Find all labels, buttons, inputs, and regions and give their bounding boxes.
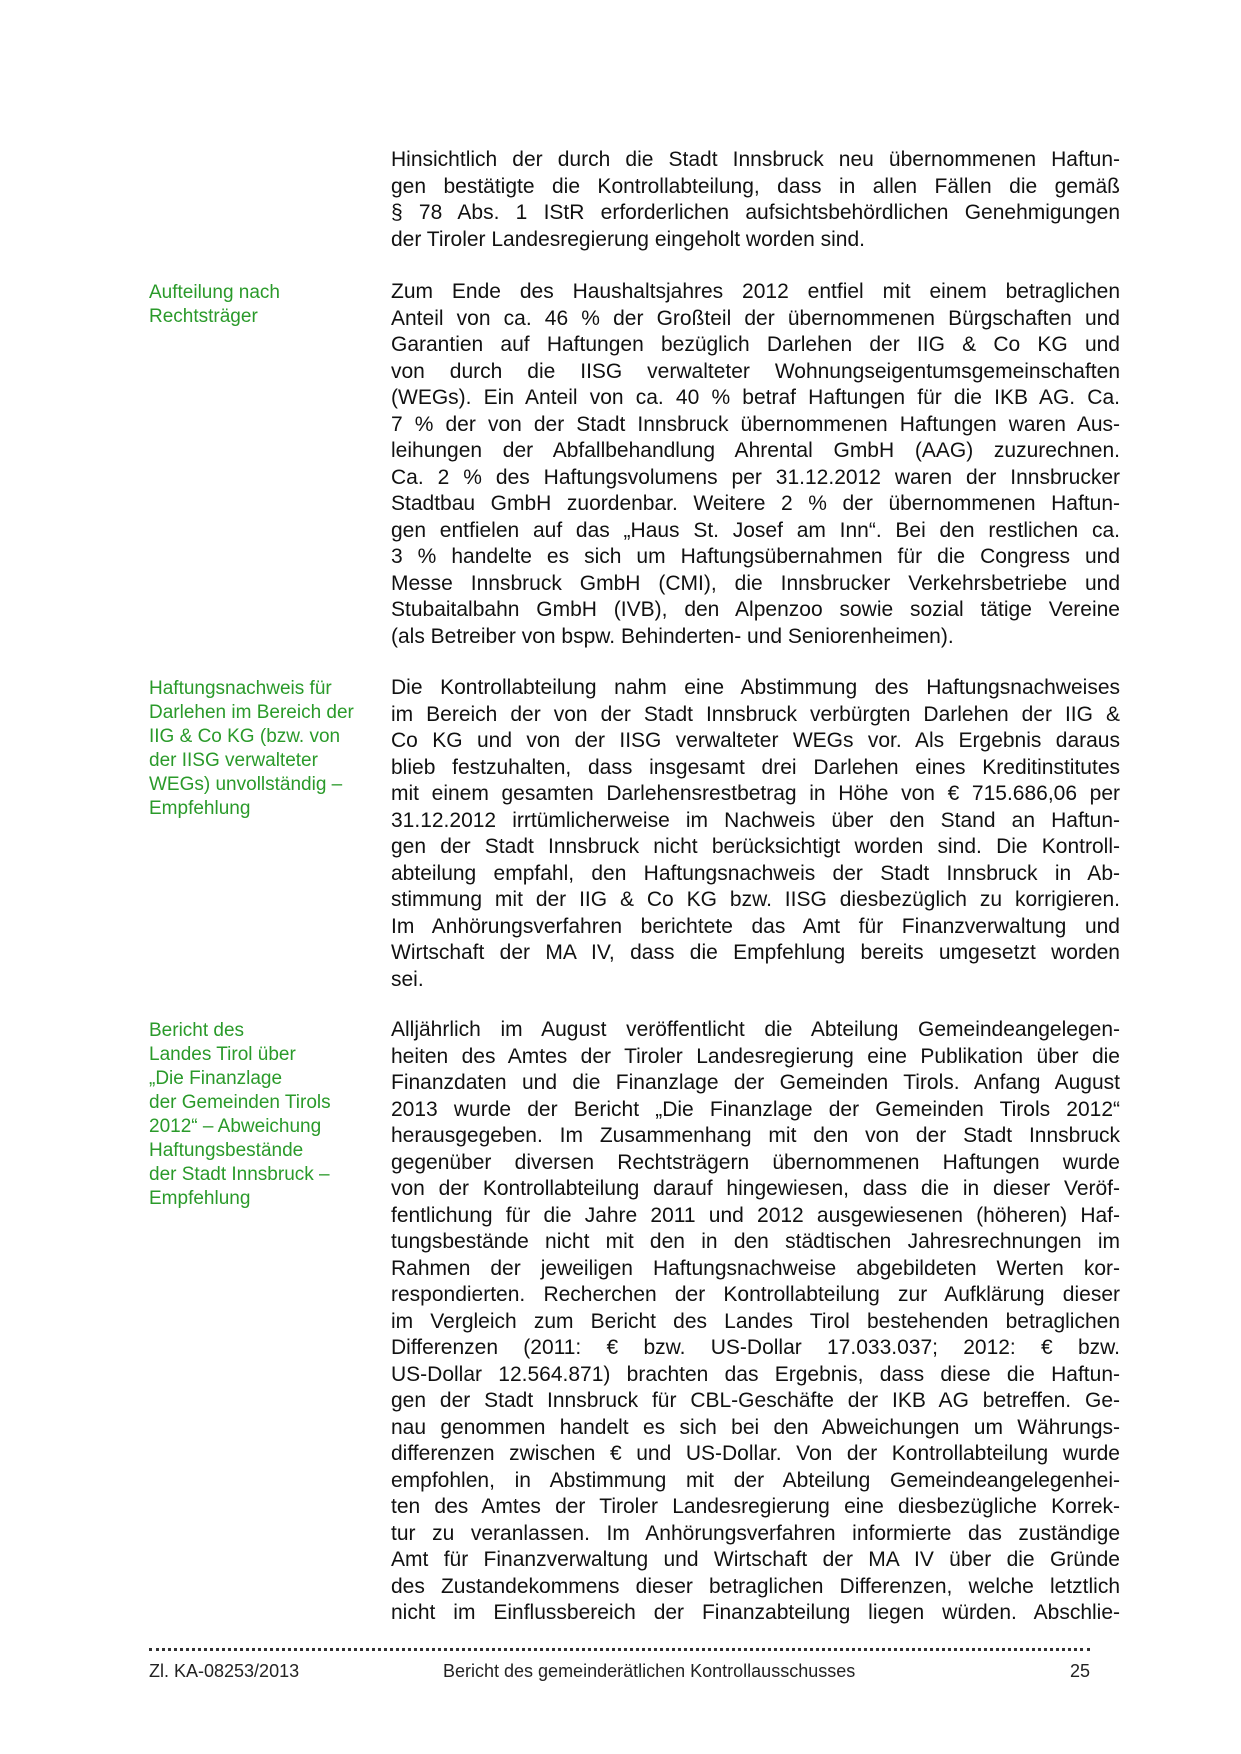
text-line: gen der Stadt Innsbruck für CBL-Geschäfte der IKB AG betreffen. Ge-: [391, 1389, 1120, 1412]
text-line: Wirtschaft der MA IV, dass die Empfehlung bereits umgesetzt worden: [391, 941, 1120, 964]
footer-reference: Zl. KA-08253/2013: [149, 1661, 300, 1681]
text-line: herausgegeben. Im Zusammenhang mit den von der Stadt Innsbruck: [391, 1124, 1120, 1147]
margin-note-line: Aufteilung nach: [149, 282, 280, 303]
text-line: Die Kontrollabteilung nahm eine Abstimmung des Haftungsnachweises: [391, 676, 1120, 699]
text-line: Amt für Finanzverwaltung und Wirtschaft der MA IV über die Gründe: [391, 1548, 1120, 1571]
text-line: Stubaitalbahn GmbH (IVB), den Alpenzoo sowie sozial tätige Vereine: [391, 598, 1120, 621]
margin-note-line: IIG & Co KG (bzw. von: [149, 726, 341, 747]
text-line: von der Kontrollabteilung darauf hingewiesen, dass die in dieser Veröf-: [391, 1177, 1120, 1200]
text-line: Alljährlich im August veröffentlicht die Abteilung Gemeindeangelegen-: [391, 1018, 1120, 1041]
margin-note: [149, 1019, 389, 1211]
margin-note-line: der IISG verwalteter: [149, 750, 318, 771]
text-line: abteilung empfahl, den Haftungsnachweis der Stadt Innsbruck in Ab-: [391, 861, 1120, 885]
body-paragraph: [391, 147, 1120, 253]
margin-note-line: „Die Finanzlage: [149, 1068, 283, 1089]
text-line: Hinsichtlich der durch die Stadt Innsbruck neu übernommenen Haftun-: [391, 148, 1120, 171]
margin-note-line: Bericht des: [149, 1020, 245, 1041]
text-line: ten des Amtes der Tiroler Landesregierung eine diesbezügliche Korrek-: [391, 1495, 1120, 1518]
text-line: stimmung mit der IIG & Co KG bzw. IISG diesbezüglich zu korrigieren.: [391, 888, 1120, 911]
text-line: mit einem gesamten Darlehensrestbetrag in Höhe von € 715.686,06 per: [391, 782, 1120, 805]
text-line: nicht im Einflussbereich der Finanzabteilung liegen würden. Abschlie-: [391, 1601, 1120, 1624]
text-line: sei.: [391, 967, 424, 991]
margin-note-line: Rechtsträger: [149, 306, 258, 327]
text-line: respondierten. Recherchen der Kontrollabteilung zur Aufklärung dieser: [391, 1283, 1120, 1306]
text-line: gen bestätigte die Kontrollabteilung, dass in allen Fällen die gemäß: [391, 174, 1120, 198]
text-line: 7 % der von der Stadt Innsbruck übernommenen Haftungen waren Aus-: [391, 412, 1120, 436]
footer-divider: [149, 1648, 1090, 1651]
text-line: der Tiroler Landesregierung eingeholt worden sind.: [391, 227, 865, 251]
margin-note-line: Empfehlung: [149, 798, 251, 819]
text-line: Anteil von ca. 46 % der Großteil der übernommenen Bürgschaften und: [391, 306, 1120, 330]
body-paragraph: [391, 279, 1120, 650]
text-line: (WEGs). Ein Anteil von ca. 40 % betraf Haftungen für die IKB AG. Ca.: [391, 386, 1120, 409]
text-line: tungsbestände nicht mit den in den städtischen Jahresrechnungen im: [391, 1230, 1120, 1253]
text-line: Messe Innsbruck GmbH (CMI), die Innsbrucker Verkehrsbetriebe und: [391, 571, 1120, 595]
text-line: gegenüber diversen Rechtsträgern übernommenen Haftungen wurde: [391, 1150, 1120, 1174]
margin-note-line: Landes Tirol über: [149, 1044, 296, 1065]
text-line: des Zustandekommens dieser betraglichen Differenzen, welche letztlich: [391, 1574, 1120, 1598]
margin-note-line: 2012“ – Abweichung: [149, 1116, 322, 1137]
body-paragraph: [391, 675, 1120, 993]
text-line: im Vergleich zum Bericht des Landes Tirol bestehenden betraglichen: [391, 1309, 1120, 1333]
text-line: Differenzen (2011: € bzw. US-Dollar 17.033.037; 2012: € bzw.: [391, 1336, 1120, 1359]
text-line: Co KG und von der IISG verwalteter WEGs vor. Als Ergebnis daraus: [391, 729, 1120, 752]
text-line: § 78 Abs. 1 IStR erforderlichen aufsichtsbehördlichen Genehmigungen: [391, 201, 1120, 224]
text-line: im Bereich der von der Stadt Innsbruck verbürgten Darlehen der IIG &: [391, 702, 1120, 726]
text-line: tur zu veranlassen. Im Anhörungsverfahren informierte das zuständige: [391, 1521, 1120, 1545]
margin-note-line: Darlehen im Bereich der: [149, 702, 354, 723]
margin-note: [149, 281, 389, 329]
text-line: gen entfielen auf das „Haus St. Josef am Inn“. Bei den restlichen ca.: [391, 518, 1120, 542]
footer-title: Bericht des gemeinderätlichen Kontrollausschusses: [443, 1661, 856, 1681]
margin-note-line: der Gemeinden Tirols: [149, 1092, 331, 1113]
margin-note-line: Haftungsnachweis für: [149, 678, 332, 699]
text-line: Zum Ende des Haushaltsjahres 2012 entfiel mit einem betraglichen: [391, 280, 1120, 303]
margin-note: [149, 677, 389, 821]
text-line: empfohlen, in Abstimmung mit der Abteilung Gemeindeangelegenhei-: [391, 1468, 1120, 1492]
margin-note-line: der Stadt Innsbruck –: [149, 1164, 330, 1185]
text-line: blieb festzuhalten, dass insgesamt drei Darlehen eines Kreditinstitutes: [391, 755, 1120, 779]
text-line: Finanzdaten und die Finanzlage der Gemeinden Tirols. Anfang August: [391, 1071, 1120, 1094]
text-line: 2013 wurde der Bericht „Die Finanzlage der Gemeinden Tirols 2012“: [391, 1097, 1120, 1121]
text-line: Rahmen der jeweiligen Haftungsnachweise abgebildeten Werten kor-: [391, 1256, 1120, 1280]
text-line: von durch die IISG verwalteter Wohnungseigentumsgemeinschaften: [391, 359, 1120, 383]
body-paragraph: [391, 1017, 1120, 1627]
text-line: fentlichung für die Jahre 2011 und 2012 ausgewiesenen (höheren) Haf-: [391, 1203, 1120, 1227]
text-line: leihungen der Abfallbehandlung Ahrental GmbH (AAG) zuzurechnen.: [391, 439, 1120, 462]
text-line: US-Dollar 12.564.871) brachten das Ergebnis, dass diese die Haftun-: [391, 1362, 1120, 1386]
text-line: differenzen zwischen € und US-Dollar. Von der Kontrollabteilung wurde: [391, 1442, 1120, 1465]
text-line: Im Anhörungsverfahren berichtete das Amt für Finanzverwaltung und: [391, 914, 1120, 938]
text-line: heiten des Amtes der Tiroler Landesregierung eine Publikation über die: [391, 1044, 1120, 1068]
margin-note-line: WEGs) unvollständig –: [149, 774, 343, 795]
text-line: Ca. 2 % des Haftungsvolumens per 31.12.2012 waren der Innsbrucker: [391, 465, 1120, 489]
page-number: 25: [1069, 1661, 1090, 1681]
text-line: Stadtbau GmbH zuordenbar. Weitere 2 % der übernommenen Haftun-: [391, 492, 1120, 515]
text-line: nau genommen handelt es sich bei den Abweichungen um Währungs-: [391, 1415, 1120, 1439]
text-line: Garantien auf Haftungen bezüglich Darlehen der IIG & Co KG und: [391, 333, 1120, 356]
margin-note-line: Empfehlung: [149, 1188, 251, 1209]
margin-note-line: Haftungsbestände: [149, 1140, 304, 1161]
text-line: (als Betreiber von bspw. Behinderten- und Seniorenheimen).: [391, 624, 954, 648]
text-line: 31.12.2012 irrtümlicherweise im Nachweis über den Stand an Haftun-: [391, 808, 1120, 832]
text-line: 3 % handelte es sich um Haftungsübernahmen für die Congress und: [391, 545, 1120, 568]
text-line: gen der Stadt Innsbruck nicht berücksichtigt worden sind. Die Kontroll-: [391, 835, 1120, 858]
